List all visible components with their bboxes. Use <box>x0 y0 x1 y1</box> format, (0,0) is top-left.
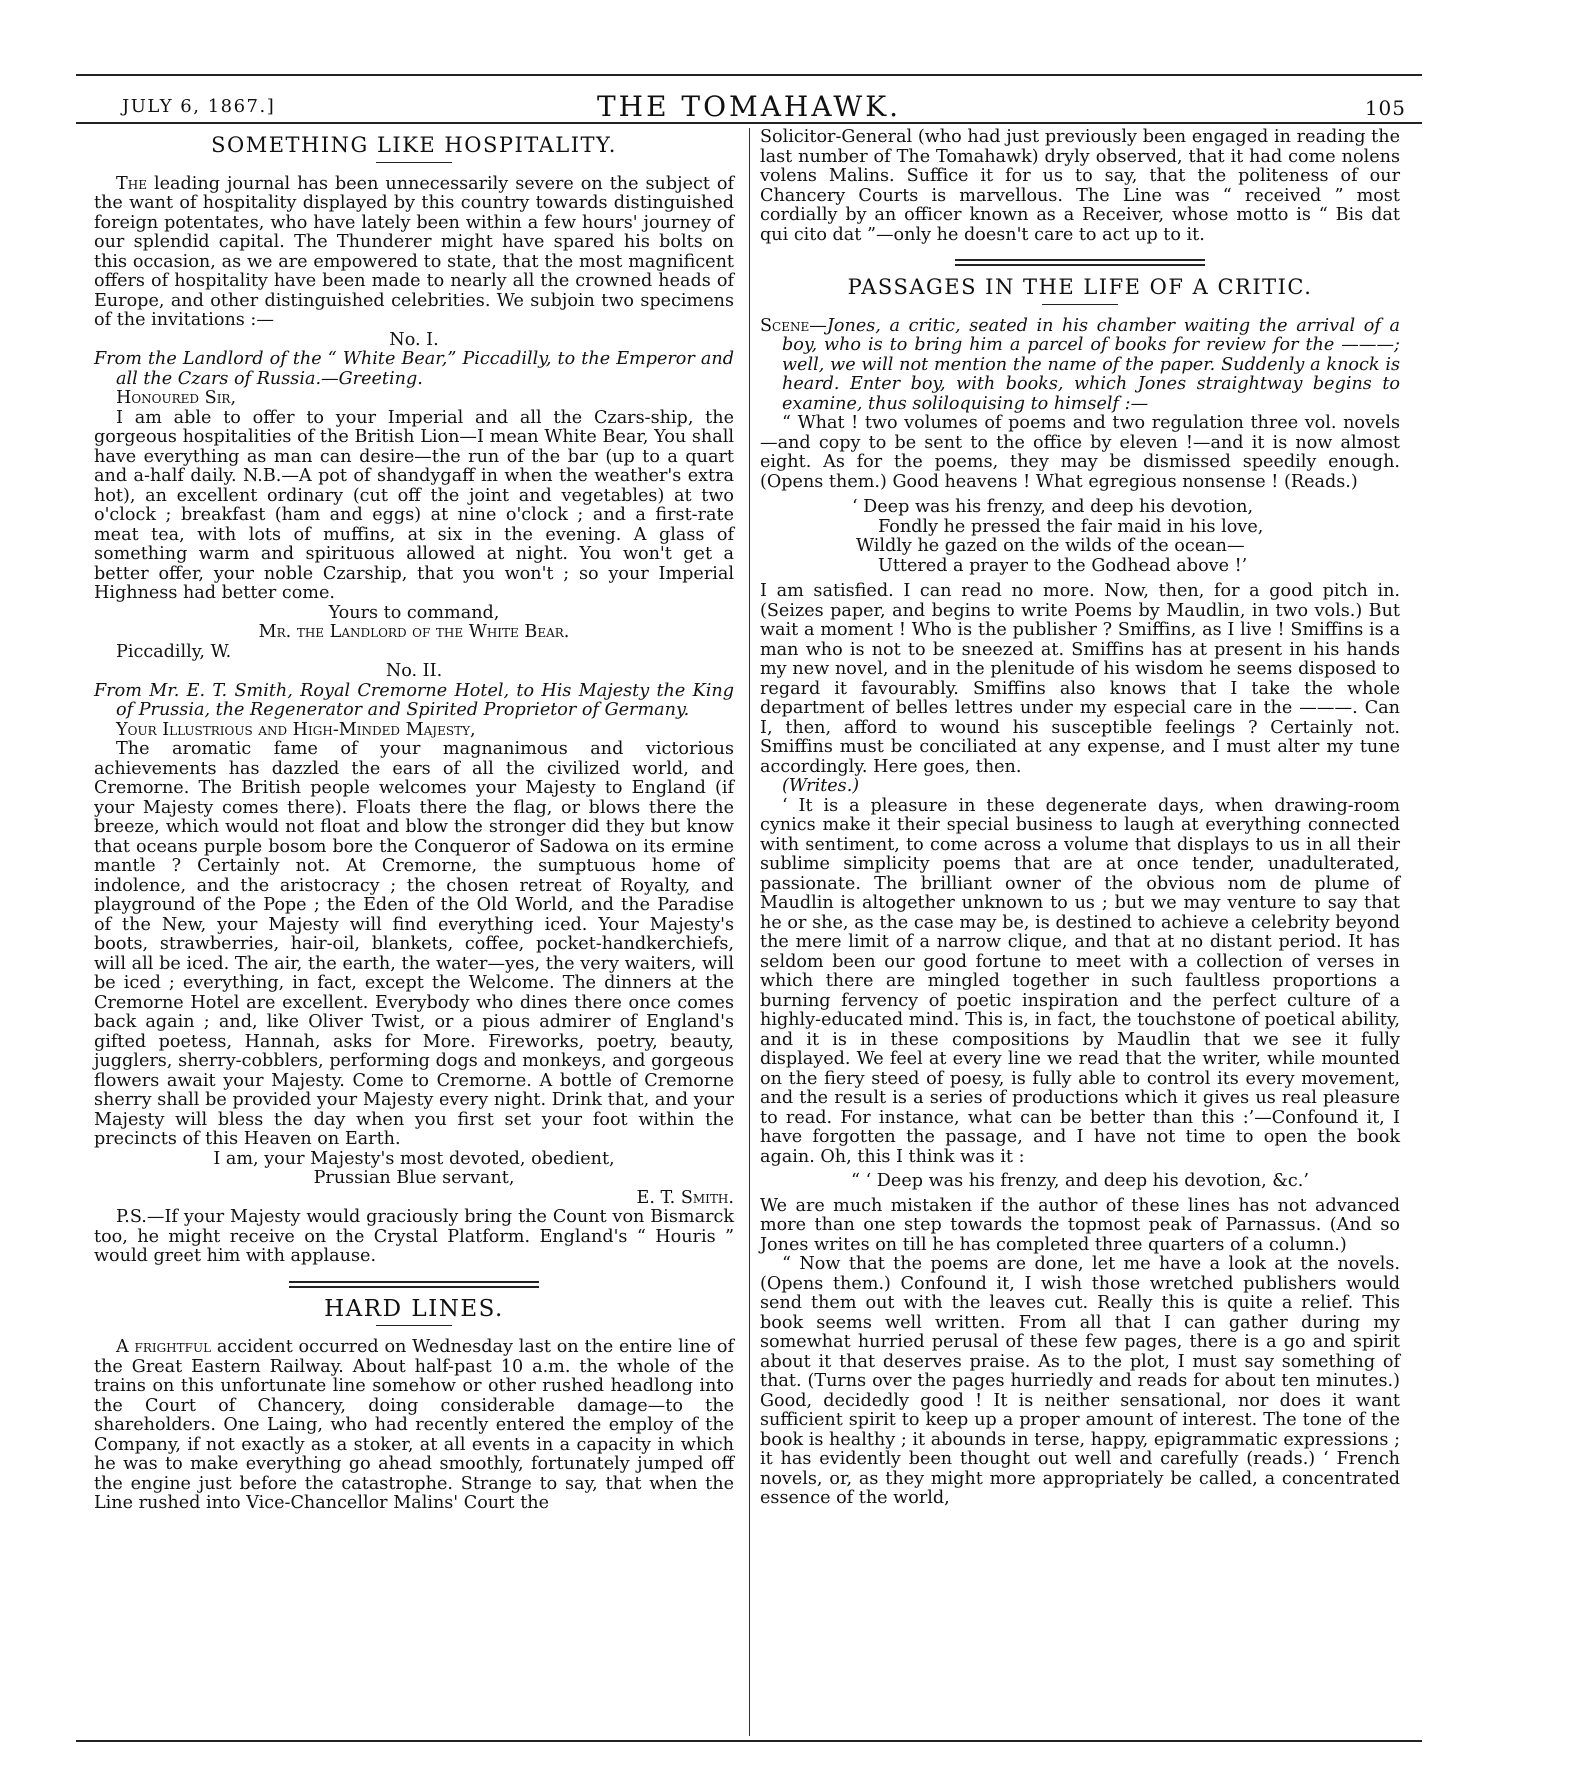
hard-lines-lead: A frightful <box>116 1337 212 1357</box>
letter2-close: I am, your Majesty's most devoted, obedient, <box>213 1148 615 1169</box>
verse-line: Wildly he gazed on the wilds of the ocean— <box>856 536 1245 556</box>
section-double-rule <box>289 1281 539 1288</box>
hard-lines-body <box>94 1338 734 1514</box>
letter1-body: I am able to offer to your Imperial and all the Czars-ship, the gorgeous hospitalities of the British Lion—I mean White Bear, You shall have everything as man can desire—the run of the bar (up to a quart and a-half daily. N.B.—A pot of shandygaff in when the weather's extra hot), an excellent ordinary (cut off the joint and vegetables) at two o'clock ; breakfast (ham and eggs) at nine o'clock ; and a first-rate meat tea, with lots of muffins, at six in the evening. A glass of something warm and spirituous allowed at night. You won't get a better offer, your noble Czarship, that you won't ; so your Imperial Highness had better come. <box>94 407 734 603</box>
verse-line: Fondly he pressed the fair maid in his love, <box>878 516 1264 537</box>
critic-paragraph-2: I am satisfied. I can read no more. Now, then, for a good pitch in. (Seizes paper, and begins to write Poems by Maudlin, in two vols.) But wait a moment ! Who is the publisher ? Smiffins, as I live ! Smiffins is a man who is not to be sneezed at. Smiffins has at present in his hands my new novel, and in the plenitude of his wisdom he seems disposed to regard it favourably. Smiffins also knows that I take the whole department of belles lettres under my especial care in the ———. Can I, then, afford to wound his susceptible feelings ? Certainly not. Smiffins must be conciliated at any expense, and I must alter my tune accordingly. Here goes, then. <box>760 581 1400 777</box>
hard-lines-text: accident occurred on Wednesday last on the entire line of the Great Eastern Railway. About half-past 10 a.m. the whole of the trains on this unfortunate line somehow or other rushed headlong into the Court of Chancery, doing considerable damage—to the shareholders. One Laing, who had recently entered the employ of the Company, if not exactly as a stoker, at all events in a capacity in which he was to make everything go ahead smoothly, fortunately jumped off the engine just before the catastrophe. Strange to say, that when the Line rushed into Vice-Chancellor Malins' Court the <box>94 1337 734 1513</box>
newspaper-page <box>76 66 1422 1756</box>
letter-number-2: No. II. <box>385 661 443 681</box>
column-divider <box>749 128 750 1736</box>
continued-paragraph: Solicitor-General (who had just previously been engaged in reading the last number of The Tomahawk) dryly observed, that it had come nolens volens Malins. Suffice it for us to say, that the politeness of our Chancery Courts is marvellous. The Line was “ received ” most cordially by an officer known as a Receiver, whose motto is “ Bis dat qui cito dat ”—only he doesn't care to act up to it. <box>760 127 1400 245</box>
scene-label: Scene— <box>760 315 827 336</box>
review-text: ‘ It is a pleasure in these degenerate days, when drawing-room cynics make it their special business to laugh at everything connected with sentiment, to come across a volume that displays to us in all their sublime simplicity poems that are at once tender, unadulterated, passionate. The brilliant owner of the obvious nom de plume of Maudlin is altogether unknown to us ; but we may venture to say that he or she, as the case may be, is destined to achieve a celebrity beyond the mere limit of a narrow clique, and that at no distant period. It has seldom been our good fortune to meet with a collection of verses in which there are mingled together in such faultless proportions a burning fervency of poetic inspiration and the perfect culture of a highly-educated mind. This is, in fact, the touchstone of poetical ability, and it is in these compositions by Maudlin that we see it fully displayed. We feel at every line we read that the writer, while mounted on the fiery steed of poesy, is fully able to control its every movement, and the result is a series of productions which it gives us real pleasure to read. For instance, what can be better than this :’—Confound it, I have forgotten the passage, and I have not time to open the book again. Oh, this I think was it : <box>760 795 1400 1167</box>
intro-lead: The <box>116 173 147 194</box>
header-rule <box>76 122 1422 124</box>
article-title-critic: PASSAGES IN THE LIFE OF A CRITIC. <box>847 275 1313 299</box>
article-title-hospitality: SOMETHING LIKE HOSPITALITY. <box>211 133 617 157</box>
critic-paragraph-3: We are much mistaken if the author of these lines has not advanced more than one step towards the topmost peak of Parnassus. (And so Jones writes on till he has completed three quarters of a column.) <box>760 1195 1400 1255</box>
title-rule <box>376 1325 452 1326</box>
right-column <box>760 128 1400 1509</box>
left-column <box>94 128 734 1514</box>
bottom-rule <box>76 1740 1422 1742</box>
verse-line: Uttered a prayer to the Godhead above !’ <box>878 555 1248 576</box>
verse-quote: “ ‘ Deep was his frenzy, and deep his devotion, &c.’ <box>851 1171 1309 1191</box>
letter-number-1: No. I. <box>389 329 439 350</box>
hospitality-intro <box>94 175 734 331</box>
section-double-rule <box>955 259 1205 266</box>
letter2-body: The aromatic fame of your magnanimous and victorious achievements has dazzled the ears of all the civilized world, and Cremorne. The British people welcomes your Majesty to England (if your Majesty comes there). Floats there the flag, or blows there the breeze, which would not float and blow the stronger did they but know that oceans purple bosom bore the Conqueror of Sadowa on its ermine mantle ? Certainly not. At Cremorne, the sumptuous home of indolence, and the aristocracy ; the chosen retreat of Royalty, and playground of the Pope ; the Eden of the Old World, and the Paradise of the New, your Majesty will find everything iced. Your Majesty's boots, strawberries, hair-oil, blankets, coffee, pocket-handkerchiefs, will all be iced. The air, the earth, the water—yes, the very waiters, will be iced ; everything, in fact, except the Welcome. The dinners at the Cremorne Hotel are excellent. Everybody who dines there once comes back again ; and, like Oliver Twist, or a pious admirer of England's gifted poetess, Hannah, asks for More. Fireworks, poetry, beauty, jugglers, sherry-cobblers, performing dogs and monkeys, and gorgeous flowers await your Majesty. Come to Cremorne. A bottle of Cremorne sherry shall be provided your Majesty every night. Drink that, and your Majesty will bless the day when you first set your foot within the precincts of this Heaven on Earth. <box>94 739 734 1149</box>
letter2-signature: E. T. Smith. <box>636 1187 734 1208</box>
letter2-salutation: Your Illustrious and High-Minded Majesty, <box>116 719 476 740</box>
critic-paragraph-4: “ Now that the poems are done, let me have a look at the novels. (Opens them.) Confound it, I wish those wretched publishers would send them out with the leaves cut. Really this is quite a relief. This book seems well written. From all that I can gather during my somewhat hurried perusal of these few pages, there is a go and spirit about it that deserves praise. As to the plot, I must say something of that. (Turns over the pages hurriedly and reads for about ten minutes.) Good, decidedly good ! It is neither sensational, nor does it want sufficient spirit to keep up a proper amount of interest. The tone of the book is healthy ; it abounds in terse, happy, epigrammatic expressions ; it has evidently been thought out well and carefully (reads.) ‘ French novels, or, as they might more appropriately be called, a concentrated essence of the world, <box>760 1254 1400 1508</box>
poem-excerpt <box>760 498 1400 576</box>
header-date: JULY 6, 1867.] <box>122 96 276 117</box>
letter1-close: Yours to command, <box>328 602 500 623</box>
letter2-close2: Prussian Blue servant, <box>313 1168 515 1188</box>
title-rule <box>376 162 452 163</box>
critic-paragraph-1: “ What ! two volumes of poems and two regulation three vol. novels—and copy to be sent to the office by eleven !—and it is now almost eight. As for the poems, they may be dismissed speedily enough. (Opens them.) Good heavens ! What egregious nonsense ! (Reads.) <box>760 413 1400 492</box>
scene-text: Jones, a critic, seated in his chamber waiting the arrival of a boy, who is to bring him a parcel of books for review for the ———; well, we will not mention the name of the paper. Suddenly a knock is heard. Enter boy, with books, which Jones straightway begins to examine, thus soliloquising to himself :— <box>782 315 1400 414</box>
postscript: P.S.—If your Majesty would graciously bring the Count von Bismarck too, he might receive on the Crystal Platform. England's “ Houris ” would greet him with applause. <box>94 1207 734 1266</box>
title-rule <box>1042 304 1118 305</box>
scene-direction <box>760 317 1400 415</box>
top-rule <box>76 74 1422 76</box>
verse-line: ‘ Deep was his frenzy, and deep his devotion, <box>852 497 1254 517</box>
masthead-title: THE TOMAHAWK. <box>596 90 902 123</box>
article-title-hard-lines: HARD LINES. <box>324 1295 504 1322</box>
intro-text: leading journal has been unnecessarily severe on the subject of the want of hospitality displayed by this country towards distinguished foreign potentates, who have lately been within a few hours' journey of our splendid capital. The Thunderer might have spared his bolts on this occasion, as we are empowered to state, that the most magnificent offers of hospitality have been made to nearly all the crowned heads of Europe, and other distinguished celebrities. We subjoin two specimens of the invitations :— <box>94 173 734 330</box>
page-number: 105 <box>1364 96 1406 120</box>
letter1-from: From the Landlord of the “ White Bear,” Piccadilly, to the Emperor and all the Czars of Russia.—Greeting. <box>94 349 734 389</box>
letter1-place: Piccadilly, W. <box>116 641 232 662</box>
letter1-salutation: Honoured Sir, <box>116 388 237 408</box>
stage-direction-writes: (Writes.) <box>782 776 860 796</box>
letter1-signature: Mr. the Landlord of the White Bear. <box>258 622 570 642</box>
page-header <box>76 80 1422 122</box>
letter2-from: From Mr. E. T. Smith, Royal Cremorne Hotel, to His Majesty the King of Prussia, the Regenerator and Spirited Proprietor of Germany. <box>94 680 734 720</box>
